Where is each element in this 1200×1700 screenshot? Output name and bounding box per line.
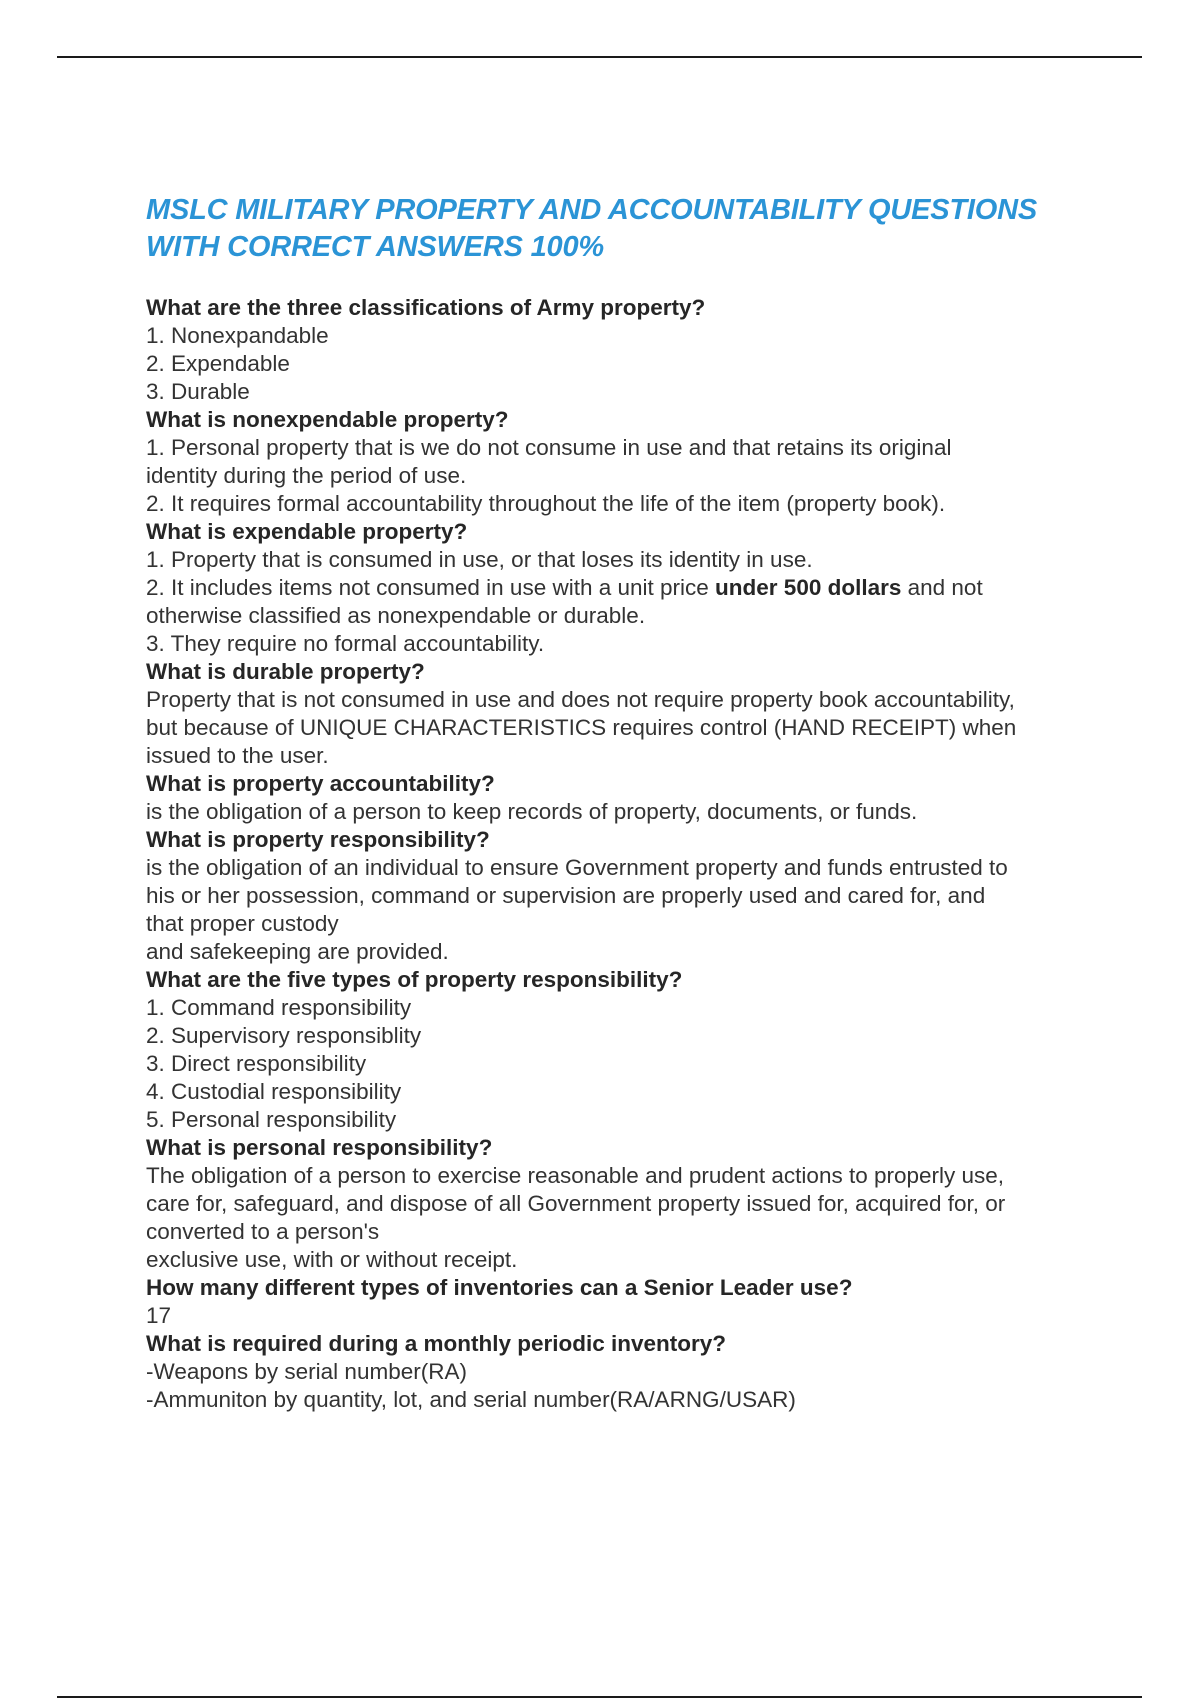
question: What is personal responsibility? — [146, 1135, 493, 1160]
answer-line: care for, safeguard, and dispose of all Government property issued for, acquired for, or — [146, 1191, 1006, 1216]
question: What are the five types of property responsibility? — [146, 967, 683, 992]
bottom-rule — [57, 1696, 1142, 1698]
qa-block-5 — [146, 770, 1096, 826]
question: What is durable property? — [146, 659, 425, 684]
document-title — [146, 192, 1096, 266]
answer-text: 2. It includes items not consumed in use with a unit price — [146, 575, 716, 600]
answer-line: is the obligation of an individual to ensure Government property and funds entrusted to — [146, 855, 1008, 880]
answer-line: 1. Nonexpandable — [146, 323, 329, 348]
answer-line: that proper custody — [146, 911, 339, 936]
qa-block-9 — [146, 1274, 1096, 1330]
answer-line: 5. Personal responsibility — [146, 1107, 397, 1132]
answer-line: 1. Property that is consumed in use, or that loses its identity in use. — [146, 547, 813, 572]
answer-line: is the obligation of a person to keep records of property, documents, or funds. — [146, 799, 918, 824]
qa-block-6 — [146, 826, 1096, 966]
question: What is nonexpendable property? — [146, 407, 509, 432]
qa-block-4 — [146, 658, 1096, 770]
answer-emphasis: under 500 dollars — [715, 575, 902, 600]
answer-line: -Weapons by serial number(RA) — [146, 1359, 467, 1384]
answer-line: identity during the period of use. — [146, 463, 467, 488]
document-body — [146, 192, 1096, 1414]
answer-line: 17 — [146, 1303, 172, 1328]
question: What are the three classifications of Army property? — [146, 295, 706, 320]
answer-line: 1. Personal property that is we do not consume in use and that retains its original — [146, 435, 952, 460]
answer-line: 3. Direct responsibility — [146, 1051, 367, 1076]
qa-block-7 — [146, 966, 1096, 1134]
answer-line: 3. Durable — [146, 379, 250, 404]
answer-line: but because of UNIQUE CHARACTERISTICS requires control (HAND RECEIPT) when — [146, 715, 1017, 740]
qa-block-1 — [146, 294, 1096, 406]
question: What is property accountability? — [146, 771, 495, 796]
qa-block-2 — [146, 406, 1096, 518]
question: What is required during a monthly periodic inventory? — [146, 1331, 727, 1356]
answer-line: converted to a person's — [146, 1219, 380, 1244]
answer-line — [146, 574, 1096, 602]
answer-line: Property that is not consumed in use and does not require property book accountability, — [146, 687, 1015, 712]
answer-line: his or her possession, command or supervision are properly used and cared for, and — [146, 883, 986, 908]
top-rule — [57, 56, 1142, 58]
question: What is expendable property? — [146, 519, 468, 544]
answer-line: otherwise classified as nonexpendable or durable. — [146, 603, 646, 628]
answer-text: and not — [901, 575, 983, 600]
answer-line: 2. It requires formal accountability throughout the life of the item (property book). — [146, 491, 946, 516]
answer-line: 3. They require no formal accountability. — [146, 631, 545, 656]
answer-line: The obligation of a person to exercise reasonable and prudent actions to properly use, — [146, 1163, 1005, 1188]
answer-line: 1. Command responsibility — [146, 995, 412, 1020]
answer-line: 2. Expendable — [146, 351, 290, 376]
answer-line: and safekeeping are provided. — [146, 939, 449, 964]
title-line-1: MSLC MILITARY PROPERTY AND ACCOUNTABILITY QUESTIONS — [146, 194, 1038, 226]
answer-line: issued to the user. — [146, 743, 329, 768]
title-line-2: WITH CORRECT ANSWERS 100% — [146, 231, 604, 263]
answer-line: -Ammuniton by quantity, lot, and serial number(RA/ARNG/USAR) — [146, 1387, 796, 1412]
qa-block-8 — [146, 1134, 1096, 1274]
question: How many different types of inventories can a Senior Leader use? — [146, 1275, 853, 1300]
answer-line: 2. Supervisory responsiblity — [146, 1023, 422, 1048]
answer-line: exclusive use, with or without receipt. — [146, 1247, 518, 1272]
qa-block-3 — [146, 518, 1096, 658]
answer-line: 4. Custodial responsibility — [146, 1079, 402, 1104]
qa-block-10 — [146, 1330, 1096, 1414]
question: What is property responsibility? — [146, 827, 490, 852]
